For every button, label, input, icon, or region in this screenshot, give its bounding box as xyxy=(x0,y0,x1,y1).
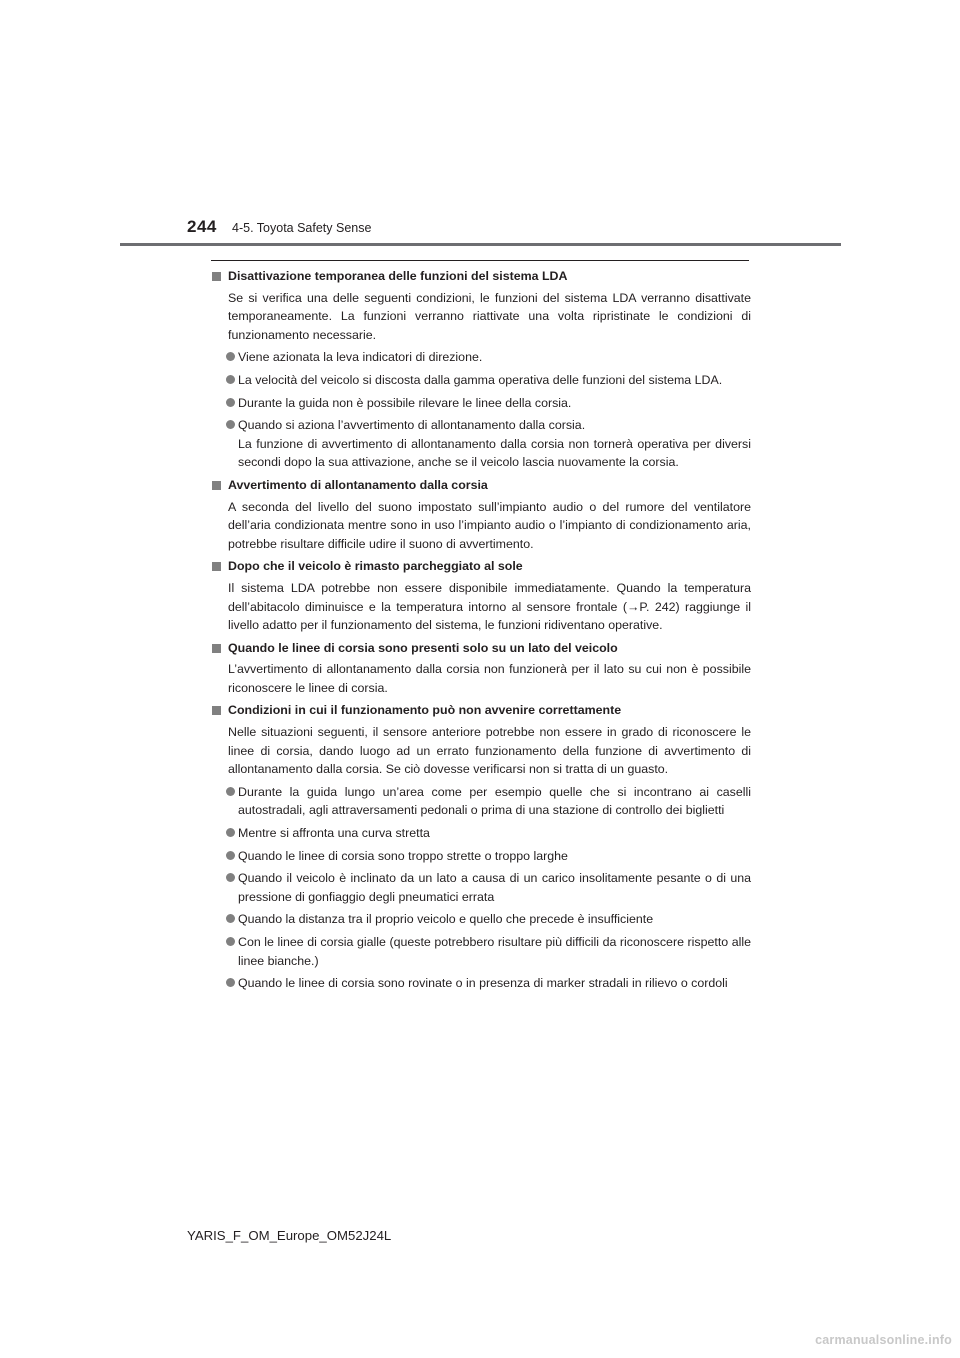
list-item-text: La velocità del veicolo si discosta dalla gamma operativa delle funzioni del sistema LDA. xyxy=(238,372,723,387)
round-bullet-icon xyxy=(226,937,235,946)
watermark: carmanualsonline.info xyxy=(815,1333,952,1347)
list-item-text: Quando il veicolo è inclinato da un lato a causa di un carico insolitamente pesante o di una pressione di gonfiaggio degli pneumatici errata xyxy=(238,871,751,904)
header-rule xyxy=(120,243,841,246)
section-heading xyxy=(211,267,751,286)
section-body: L’avvertimento di allontanamento dalla corsia non funzionerà per il lato su cui non è possibile riconoscere le linee di corsia. xyxy=(228,662,751,695)
section-heading xyxy=(211,701,751,720)
round-bullet-icon xyxy=(226,398,235,407)
square-bullet-icon xyxy=(212,644,221,653)
list-item-text: Con le linee di corsia gialle (queste potrebbero risultare più difficili da riconoscere rispetto alle linee bianche.) xyxy=(238,935,751,968)
section-block xyxy=(211,476,751,553)
section-body: A seconda del livello del suono impostato sull’impianto audio o del rumore del ventilatore dell’aria condizionata mentre sono in uso l’impianto audio o l’impianto di condizionamento aria, potrebbe risultare difficile udire il suono di avvertimento. xyxy=(228,499,751,551)
square-bullet-icon xyxy=(212,481,221,490)
list-item-text: Durante la guida non è possibile rilevare le linee della corsia. xyxy=(238,395,572,410)
section-heading-text: Quando le linee di corsia sono presenti solo su un lato del veicolo xyxy=(228,640,618,655)
list-item-text: Quando la distanza tra il proprio veicolo e quello che precede è insufficiente xyxy=(238,912,654,927)
list-item xyxy=(211,910,751,929)
square-bullet-icon xyxy=(212,272,221,281)
round-bullet-icon xyxy=(226,873,235,882)
section-heading-text: Avvertimento di allontanamento dalla corsia xyxy=(228,477,488,492)
list-item xyxy=(211,869,751,906)
list-item-text: Quando le linee di corsia sono rovinate o in presenza di marker stradali in rilievo o cordoli xyxy=(238,976,728,991)
section-title: 4-5. Toyota Safety Sense xyxy=(232,221,372,235)
round-bullet-icon xyxy=(226,914,235,923)
content-rule xyxy=(211,260,749,261)
section-block xyxy=(211,639,751,698)
section-block xyxy=(211,267,751,472)
list-item-text: Viene azionata la leva indicatori di direzione. xyxy=(238,350,483,365)
list-item xyxy=(211,933,751,970)
list-item-text: Mentre si affronta una curva stretta xyxy=(238,826,430,841)
page-number: 244 xyxy=(187,217,217,236)
round-bullet-icon xyxy=(226,787,235,796)
round-bullet-icon xyxy=(226,352,235,361)
section-heading xyxy=(211,476,751,495)
list-item xyxy=(211,974,751,993)
round-bullet-icon xyxy=(226,851,235,860)
list-item xyxy=(211,348,751,367)
list-item xyxy=(211,416,751,472)
section-block xyxy=(211,701,751,992)
section-heading-text: Disattivazione temporanea delle funzioni del sistema LDA xyxy=(228,269,568,283)
round-bullet-icon xyxy=(226,978,235,987)
round-bullet-icon xyxy=(226,420,235,429)
list-item xyxy=(211,783,751,820)
section-body: Nelle situazioni seguenti, il sensore anteriore potrebbe non essere in grado di riconoscere le linee di corsia, dando luogo ad un errato funzionamento della funzione di avvertimento di allontanamento dalla corsia. Se ciò dovesse verificarsi non si tratta di un guasto. xyxy=(228,725,751,777)
list-item xyxy=(211,394,751,413)
list-item xyxy=(211,824,751,843)
section-heading xyxy=(211,557,751,576)
round-bullet-icon xyxy=(226,375,235,384)
section-heading-text: Dopo che il veicolo è rimasto parcheggiato al sole xyxy=(228,559,523,574)
section-heading-text: Condizioni in cui il funzionamento può non avvenire correttamente xyxy=(228,703,622,718)
list-item xyxy=(211,847,751,866)
list-item-text: Quando si aziona l’avvertimento di allontanamento dalla corsia. La funzione di avvertimento di allontanamento dalla corsia non tornerà operativa per diversi secondi dopo la sua attivazione, anche se il veicolo lascia nuovamente la corsia. xyxy=(238,418,751,470)
round-bullet-icon xyxy=(226,828,235,837)
square-bullet-icon xyxy=(212,562,221,571)
content xyxy=(211,267,751,997)
section-heading xyxy=(211,639,751,658)
footer-doc-code: YARIS_F_OM_Europe_OM52J24L xyxy=(187,1228,392,1243)
list-item-text: Durante la guida lungo un’area come per esempio quelle che si incontrano ai caselli autostradali, agli attraversamenti pedonali o prima di una stazione di controllo dei biglietti xyxy=(238,784,751,818)
list-item xyxy=(211,371,751,390)
list-item-text: Quando le linee di corsia sono troppo strette o troppo larghe xyxy=(238,848,568,863)
section-body: Se si verifica una delle seguenti condizioni, le funzioni del sistema LDA verranno disattivate temporaneamente. La funzioni verranno riattivate una volta ripristinate le condizioni di funzionamento necessarie. xyxy=(228,290,751,342)
square-bullet-icon xyxy=(212,706,221,715)
section-block xyxy=(211,557,751,634)
section-body: Il sistema LDA potrebbe non essere disponibile immediatamente. Quando la temperatura dell’abitacolo diminuisce e la temperatura intorno al sensore frontale (→P. 242) raggiunge il livello adatto per il funzionamento del sistema, le funzioni ridiventano operative. xyxy=(228,580,751,633)
